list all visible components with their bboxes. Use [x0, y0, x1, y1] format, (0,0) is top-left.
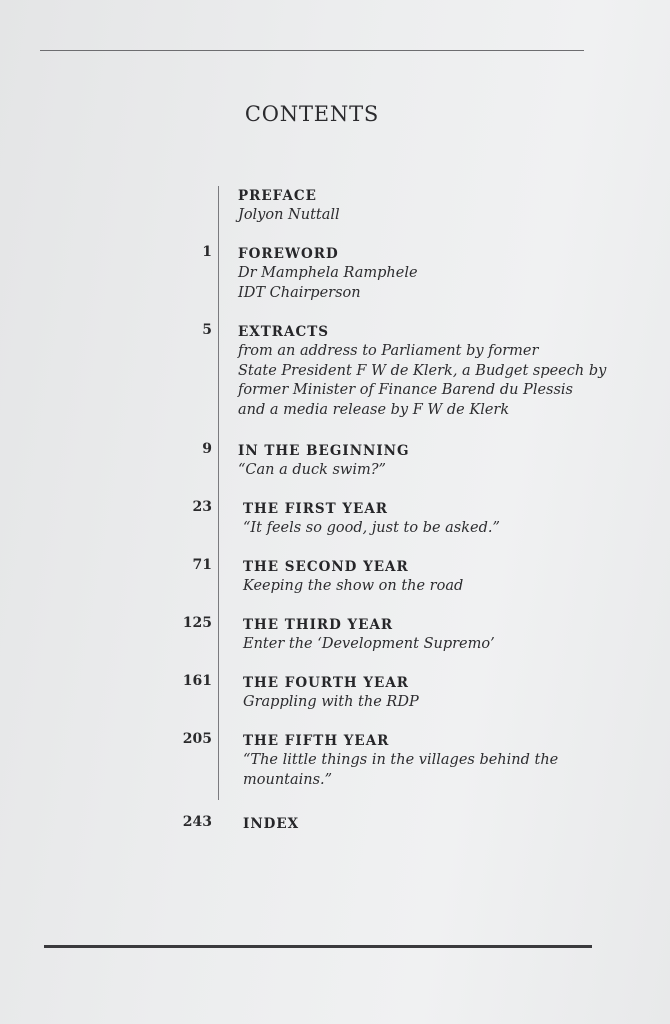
entry-page-number: 1: [202, 244, 212, 260]
entry-subtitle: “It feels so good, just to be asked.”: [243, 520, 500, 536]
entry-text: [243, 499, 623, 539]
entry-subtitle: Keeping the show on the road: [243, 578, 464, 594]
entry-page-number: 5: [202, 322, 212, 338]
entry-heading: INDEX: [243, 816, 300, 832]
entry-subtitle: from an address to Parliament by former: [238, 343, 539, 359]
entry-page-number: 243: [182, 814, 212, 830]
bottom-rule: [44, 945, 592, 948]
entry-heading: THE FIFTH YEAR: [243, 733, 390, 749]
entry-text: [243, 615, 623, 655]
entry-page-number: 161: [182, 673, 212, 689]
entry-heading: THE FIRST YEAR: [243, 501, 389, 517]
entry-subtitle: Grappling with the RDP: [243, 694, 419, 710]
entry-subtitle: “Can a duck swim?”: [238, 462, 386, 478]
entry-text: [238, 244, 618, 303]
entry-heading: THE THIRD YEAR: [243, 617, 394, 633]
entry-text: [243, 731, 623, 790]
entry-subtitle: State President F W de Klerk, a Budget speech by: [238, 362, 607, 379]
entry-page-number: 9: [202, 441, 212, 457]
entry-page-number: 23: [192, 499, 212, 515]
entry-heading: THE FOURTH YEAR: [243, 675, 410, 691]
entry-subtitle: former Minister of Finance Barend du Plessis: [238, 382, 573, 399]
page-title: CONTENTS: [244, 102, 380, 126]
entry-page-number: 205: [182, 731, 212, 747]
entry-heading: FOREWORD: [238, 246, 339, 262]
entry-subtitle: Jolyon Nuttall: [238, 207, 340, 223]
entry-text: [238, 186, 618, 226]
entry-text: [243, 814, 623, 834]
entry-heading: THE SECOND YEAR: [243, 559, 409, 575]
entry-page-number: 71: [192, 557, 212, 573]
entry-heading: IN THE BEGINNING: [238, 443, 410, 459]
entry-heading: EXTRACTS: [238, 324, 330, 340]
entry-subtitle: “The little things in the villages behind the: [243, 752, 559, 768]
entry-subtitle: Dr Mamphela Ramphele: [238, 265, 418, 281]
entry-subtitle: Enter the ‘Development Supremo’: [243, 636, 495, 652]
entry-heading: PREFACE: [238, 188, 317, 204]
entry-text: [243, 673, 623, 713]
entry-text: [243, 557, 623, 597]
entry-subtitle: mountains.”: [243, 771, 333, 788]
entry-text: [238, 441, 618, 481]
entry-page-number: 125: [182, 615, 212, 631]
entry-subtitle: IDT Chairperson: [238, 284, 361, 301]
entry-subtitle: and a media release by F W de Klerk: [238, 401, 510, 418]
entry-text: [238, 322, 618, 420]
